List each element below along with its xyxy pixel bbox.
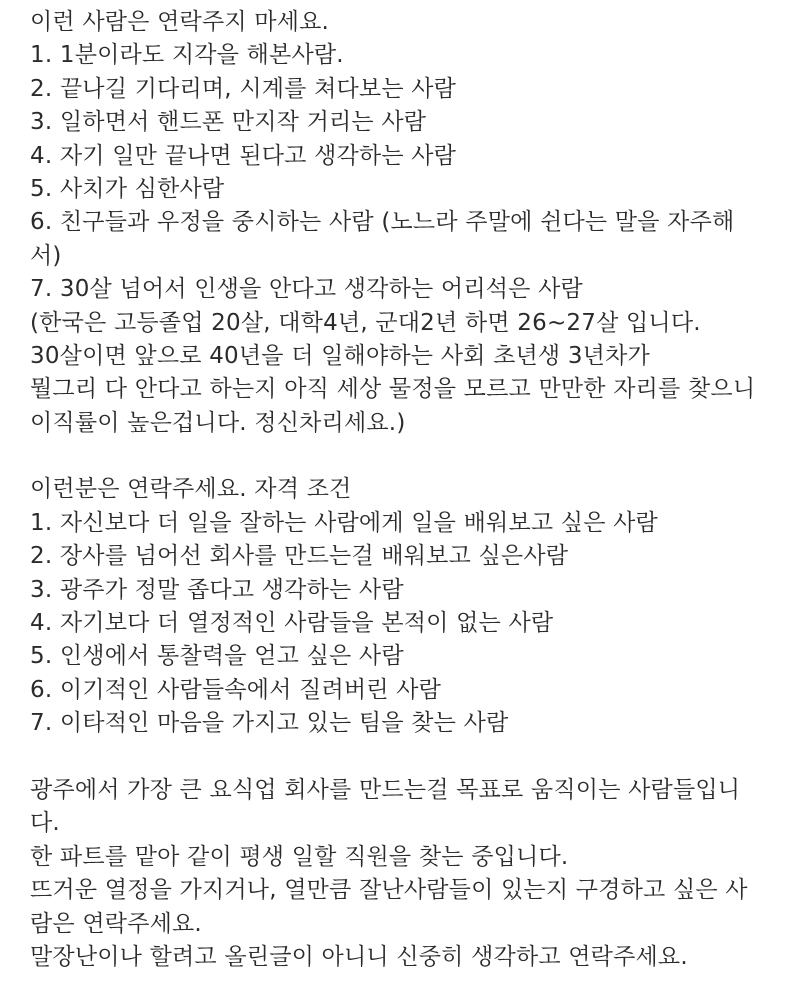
section1-item-5: 5. 사치가 심한사람 bbox=[30, 175, 225, 202]
section2-item-4: 4. 자기보다 더 열정적인 사람들을 본적이 없는 사람 bbox=[30, 610, 554, 637]
section2-item-5: 5. 인생에서 통찰력을 얻고 싶은 사람 bbox=[30, 643, 404, 670]
closing-line-1: 광주에서 가장 큰 요식업 회사를 만드는걸 목표로 움직이는 사람들입니 bbox=[30, 776, 741, 803]
section1-note-line-4: 이직률이 높은겁니다. 정신차리세요.) bbox=[30, 409, 406, 436]
section1-note-line-2: 30살이면 앞으로 40년을 더 일해야하는 사회 초년생 3년차가 bbox=[30, 342, 650, 369]
section1-item-4: 4. 자기 일만 끝나면 된다고 생각하는 사람 bbox=[30, 142, 457, 169]
section2-item-3: 3. 광주가 정말 좁다고 생각하는 사람 bbox=[30, 576, 404, 603]
section2-heading: 이런분은 연락주세요. 자격 조건 bbox=[30, 476, 352, 503]
closing-line-2: 다. bbox=[30, 810, 60, 837]
section2-item-2: 2. 장사를 넘어선 회사를 만드는걸 배워보고 싶은사람 bbox=[30, 543, 569, 570]
section1-note-line-3: 뭘그리 다 안다고 하는지 아직 세상 물정을 모르고 만만한 자리를 찾으니 bbox=[30, 376, 756, 403]
section2-item-6: 6. 이기적인 사람들속에서 질려버린 사람 bbox=[30, 676, 442, 703]
closing-line-5: 람은 연락주세요. bbox=[30, 910, 202, 937]
section1-item-6: 6. 친구들과 우정을 중시하는 사람 (노느라 주말에 쉰다는 말을 자주해 bbox=[30, 209, 735, 236]
section1-item-3: 3. 일하면서 핸드폰 만지작 거리는 사람 bbox=[30, 109, 427, 136]
section1-heading: 이런 사람은 연락주지 마세요. bbox=[30, 9, 330, 35]
paragraph-gap bbox=[30, 741, 766, 774]
section1-note-line-1: (한국은 고등졸업 20살, 대학4년, 군대2년 하면 26~27살 입니다. bbox=[30, 309, 701, 336]
closing-line-6: 말장난이나 할려고 올린글이 아니니 신중히 생각하고 연락주세요. bbox=[30, 943, 688, 970]
section1-item-7: 7. 30살 넘어서 인생을 안다고 생각하는 어리석은 사람 bbox=[30, 276, 583, 303]
section2-item-1: 1. 자신보다 더 일을 잘하는 사람에게 일을 배워보고 싶은 사람 bbox=[30, 509, 658, 536]
section1-item-2: 2. 끝나길 기다리며, 시계를 쳐다보는 사람 bbox=[30, 75, 457, 102]
closing-line-4: 뜨거운 열정을 가지거나, 열만큼 잘난사람들이 있는지 구경하고 싶은 사 bbox=[30, 877, 748, 904]
section1-item-1: 1. 1분이라도 지각을 해본사람. bbox=[30, 42, 344, 69]
paragraph-gap bbox=[30, 440, 766, 473]
section1-item-6-continued: 서) bbox=[30, 242, 62, 269]
section2-item-7: 7. 이타적인 마음을 가지고 있는 팀을 찾는 사람 bbox=[30, 710, 509, 737]
closing-line-3: 한 파트를 맡아 같이 평생 일할 직원을 찾는 중입니다. bbox=[30, 843, 569, 870]
